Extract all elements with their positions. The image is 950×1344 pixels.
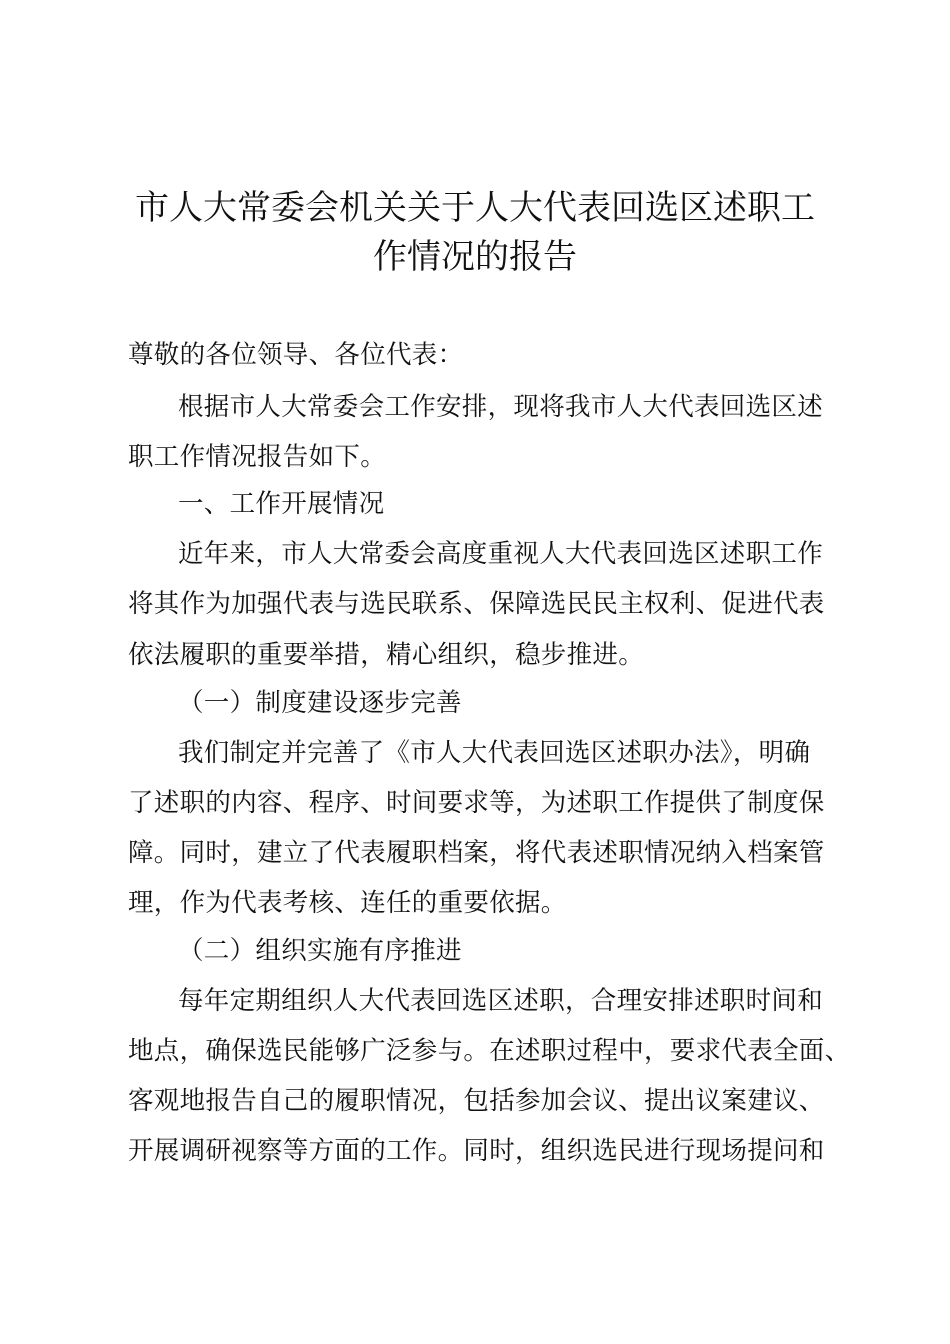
body-line: 近年来，市人大常委会高度重视人大代表回选区述职工作 bbox=[178, 539, 824, 569]
body-line: 障。同时，建立了代表履职档案，将代表述职情况纳入档案管 bbox=[128, 838, 825, 868]
body-line: （二）组织实施有序推进 bbox=[178, 936, 462, 966]
body-line: 客观地报告自己的履职情况，包括参加会议、提出议案建议、 bbox=[128, 1086, 825, 1116]
title-line-1: 市人大常委会机关关于人大代表回选区述职工 bbox=[135, 188, 815, 228]
body-line: 一、工作开展情况 bbox=[178, 489, 385, 519]
body-line: （一）制度建设逐步完善 bbox=[178, 688, 462, 718]
title-line-2: 作情况的报告 bbox=[373, 237, 577, 277]
body-line: 理，作为代表考核、连任的重要依据。 bbox=[128, 888, 567, 918]
body-line: 职工作情况报告如下。 bbox=[128, 442, 387, 472]
body-line: 根据市人大常委会工作安排，现将我市人大代表回选区述 bbox=[178, 392, 824, 422]
body-line: 地点，确保选民能够广泛参与。在述职过程中，要求代表全面、 bbox=[128, 1036, 851, 1066]
body-line: 开展调研视察等方面的工作。同时，组织选民进行现场提问和 bbox=[128, 1136, 825, 1166]
body-line: 依法履职的重要举措，精心组织，稳步推进。 bbox=[128, 640, 645, 670]
body-line: 每年定期组织人大代表回选区述职，合理安排述职时间和 bbox=[178, 986, 824, 1016]
body-line: 了述职的内容、程序、时间要求等，为述职工作提供了制度保 bbox=[128, 788, 825, 818]
body-line: 我们制定并完善了《市人大代表回选区述职办法》，明确 bbox=[178, 738, 811, 768]
body-line: 将其作为加强代表与选民联系、保障选民民主权利、促进代表 bbox=[128, 589, 825, 619]
salutation: 尊敬的各位领导、各位代表： bbox=[128, 340, 464, 370]
